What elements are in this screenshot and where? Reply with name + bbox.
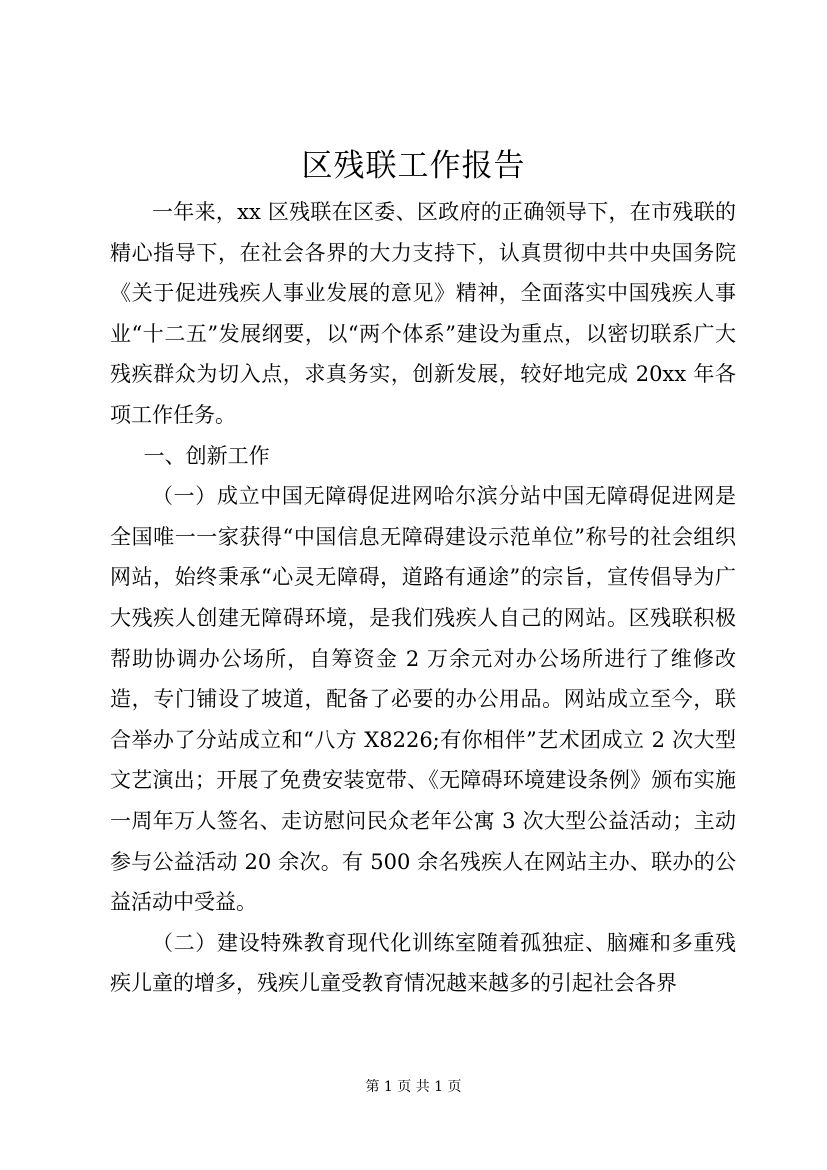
paragraph-accessibility-network: （一）成立中国无障碍促进网哈尔滨分站中国无障碍促进网是全国唯一一家获得“中国信息无障碍建设示范单位”称号的社会组织网站，始终秉承“心灵无障碍，道路有通途”的宗旨，宣传倡导为广大残疾人创建无障碍环境，是我们残疾人自己的网站。区残联积极帮助协调办公场所，自筹资金 2 万余元对办公场所进行了维修改造，专门铺设了坡道，配备了必要的办公用品。网站成立至今，联合举办了分站成立和“八方 X8226;有你相伴”艺术团成立 2 次大型文艺演出；开展了免费安装宽带、《无障碍环境建设条例》颁布实施一周年万人签名、走访慰问民众老年公寓 3 次大型公益活动；主动参与公益活动 20 余次。有 500 余名残疾人在网站主办、联办的公益活动中受益。 [110, 484, 736, 915]
page-footer: 第 1 页 共 1 页 [365, 1079, 462, 1095]
paragraph-special-education: （二）建设特殊教育现代化训练室随着孤独症、脑瘫和多重残疾儿童的增多，残疾儿童受教育情况越来越多的引起社会各界 [110, 930, 736, 996]
document-title: 区残联工作报告 [301, 148, 526, 184]
paragraph-intro: 一年来，xx 区残联在区委、区政府的正确领导下，在市残联的精心指导下，在社会各界的大力支持下，认真贯彻中共中央国务院《关于促进残疾人事业发展的意见》精神，全面落实中国残疾人事业“十二五”发展纲要，以“两个体系”建设为重点，以密切联系广大残疾群众为切入点，求真务实，创新发展，较好地完成 20xx 年各项工作任务。 [110, 200, 736, 427]
section-heading-innovation: 一、创新工作 [143, 443, 270, 468]
document-body [110, 192, 736, 1004]
